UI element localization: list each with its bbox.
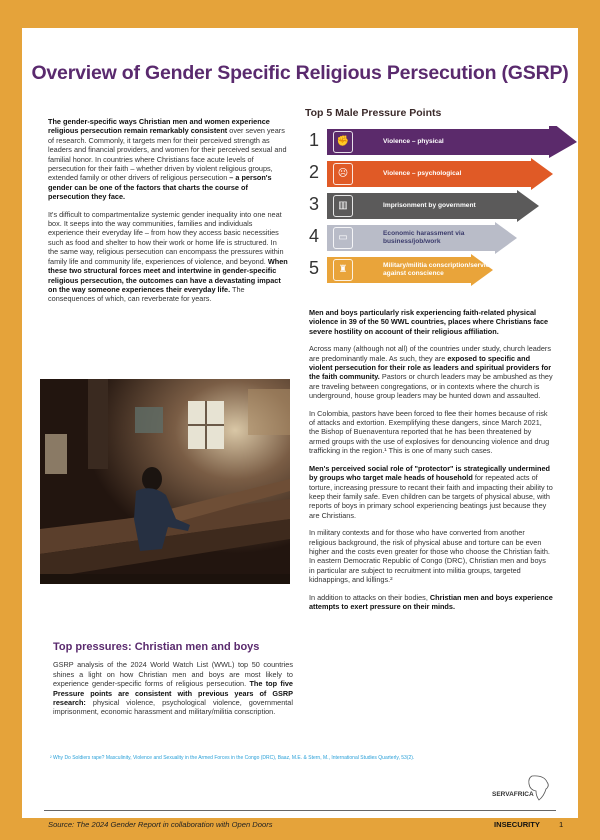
- right-paragraph-5: In military contexts and for those who have converted from another religious background, the risk of physical abuse and torture can be even higher and the costs even greater for those who choose the Christian faith. In eastern Democratic Republic of Congo (DRC), Christian men and boys in particular are subject to recruitment into militia groups, targeted kidnappings, and killings.²: [309, 528, 550, 585]
- intro-paragraph-2: It's difficult to compartmentalize systemic gender inequality into one neat box. It seeps into the way communities, families and individuals experience their everyday life – from how they access basic necessities such as food and shelter to how their work or home life is structured. In the same way, religious persecution can encompass the pressures within family life and community life, experiences of violence, and beyond. When these two structural forces meet and intertwine in gender-specific religious persecution, the outcomes can have a devastating impact on the way someone experiences their everyday life. The consequences of which, can reverberate for years.: [48, 209, 288, 304]
- briefcase-icon: ▭: [333, 227, 353, 249]
- footer-section-label: INSECURITY: [494, 820, 540, 829]
- pressure-point-arrow: [327, 158, 553, 190]
- pressure-point-number: 4: [308, 226, 319, 246]
- footer-divider: [44, 810, 556, 811]
- top-pressures-section: [53, 643, 293, 725]
- right-paragraph-6: In addition to attacks on their bodies, Christian men and boys experience attempts to exert pressure on their minds.: [309, 592, 553, 611]
- right-paragraph-1: Men and boys particularly risk experiencing faith-related physical violence in 39 of the 50 WWL countries, places where Christians face severe hostility on account of their religious affiliation.: [309, 308, 549, 336]
- pressure-point-label: Imprisonment by government: [383, 202, 476, 210]
- pressure-point-number: 2: [308, 162, 319, 182]
- pressure-point-number: 5: [308, 258, 319, 278]
- footnote: ² Why Do Soldiers rape? Masculinity, Violence and Sexuality in the Armed Forces in the Congo (DRC), Baaz, M.E. & Stern, M., International Studies Quarterly, 53(2).: [50, 755, 415, 761]
- logo-text: SERVAFRICA: [492, 791, 534, 798]
- intro-paragraph-1: The gender-specific ways Christian men and women experience religious persecution remain remarkably consistent over seven years of research. Commonly, it targets men for their perceived strength as leaders and financial providers, and women for their perceived sexual and familial honor. In countries where Christians face acute levels of persecution for their faith – whether driven by violent religious groups, extended family or other drivers of religious persecution – a person's gender can be one of the factors that charts the course of persecution they face.: [48, 117, 287, 202]
- right-paragraph-2: Across many (although not all) of the countries under study, church leaders are predominantly male. As such, they are exposed to specific and violent persecution for their role as leaders and spiritual providers for the faith community. Pastors or church leaders may be ambushed as they are traveling between congregations, or in contexts where the church is underground, house group leaders may be hunted down and assaulted.: [309, 344, 553, 401]
- fist-icon: ✊: [333, 131, 353, 153]
- right-paragraph-3: In Colombia, pastors have been forced to flee their homes because of risk of attacks and extortion. Exemplifying these dangers, since March 2021, the Bishop of Buenaventura reported that he has been threatened by armed groups with the use of explosives for denouncing violence and drug trafficking in the region.¹ This is one of many such cases.: [309, 408, 550, 456]
- pressure-point-number: 1: [308, 130, 319, 150]
- pressure-points-title: Top 5 Male Pressure Points: [305, 107, 442, 119]
- soldier-icon: ♜: [333, 259, 353, 281]
- right-paragraph-4: Men's perceived social role of "protector" is strategically undermined by groups who target male heads of household for repeated acts of torture, increasing pressure to recant their faith and impacting their ability to keep their family safe. Even children can be targets of physical abuse, with reports of boys in primary school experiencing beatings just because they are Christians.: [309, 463, 553, 520]
- intro-column: [48, 117, 288, 312]
- top-pressures-paragraph: GSRP analysis of the 2024 World Watch List (WWL) top 50 countries shines a light on how Christian men and boys are most likely to experience gender-specific forms of religious persecution. The top five Pressure points are consistent with previous years of GSRP research: physical violence, psychological violence, governmental imprisonment, economic harassment and military/militia conscription.: [53, 660, 293, 717]
- page-title: Overview of Gender Specific Religious Persecution (GSRP): [31, 62, 569, 84]
- pressure-point-arrow: [327, 126, 577, 158]
- pressure-point-label: Economic harassment via business/job/work: [383, 230, 465, 245]
- pressure-point-arrow: [327, 222, 517, 254]
- document-page: [22, 28, 578, 829]
- right-column: [309, 308, 553, 619]
- prison-bars-icon: ▥: [333, 195, 353, 217]
- page-number: 1: [559, 820, 564, 829]
- pressure-point-label: Violence – psychological: [383, 170, 462, 178]
- pressure-point-arrow: [327, 190, 539, 222]
- pressure-point-arrow: [327, 254, 493, 286]
- footer-source: Source: The 2024 Gender Report in collaboration with Open Doors: [48, 820, 273, 829]
- servafrica-logo: [492, 774, 554, 802]
- head-icon: ☹: [333, 163, 353, 185]
- pressure-point-number: 3: [308, 194, 319, 214]
- pressure-point-label: Violence – physical: [383, 138, 444, 146]
- top-pressures-heading: Top pressures: Christian men and boys: [53, 641, 260, 653]
- pressure-point-label: Military/militia conscription/service against conscience: [383, 262, 493, 277]
- photo-man-in-church: [40, 379, 290, 584]
